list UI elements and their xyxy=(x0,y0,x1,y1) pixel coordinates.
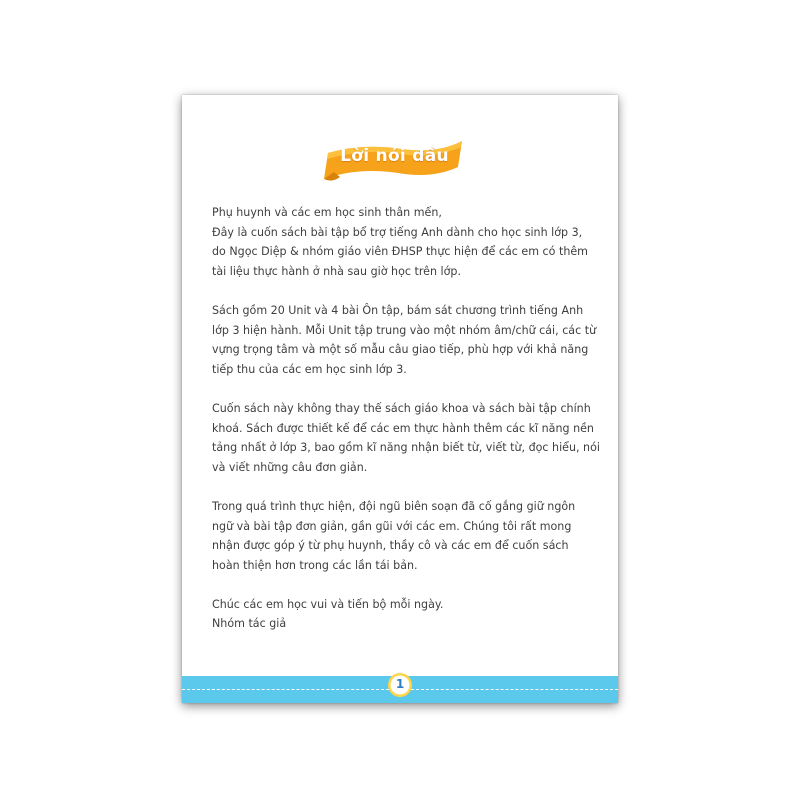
text-line: Đây là cuốn sách bài tập bổ trợ tiếng Anh dành cho học sinh lớp 3, xyxy=(212,225,583,239)
page-title: Lời nói đầu xyxy=(340,146,449,166)
text-line: hoàn thiện hơn trong các lần tái bản. xyxy=(212,558,418,572)
page-number-badge xyxy=(387,672,413,698)
preface-body xyxy=(212,203,600,654)
text-line: tảng nhất ở lớp 3, bao gồm kĩ năng nhận biết từ, viết từ, đọc hiểu, nói xyxy=(212,441,600,455)
paragraph-feedback xyxy=(212,497,592,575)
text-line: khoá. Sách được thiết kế để các em thực hành thêm các kĩ năng nền xyxy=(212,421,594,435)
text-line: Trong quá trình thực hiện, đội ngũ biên soạn đã cố gắng giữ ngôn xyxy=(212,499,576,513)
title-banner xyxy=(322,139,467,185)
text-line: Cuốn sách này không thay thế sách giáo khoa và sách bài tập chính xyxy=(212,401,591,415)
text-line: do Ngọc Diệp & nhóm giáo viên ĐHSP thực hiện để các em có thêm xyxy=(212,245,588,259)
text-line: Chúc các em học vui và tiến bộ mỗi ngày. xyxy=(212,597,444,611)
text-line: ngữ và bài tập đơn giản, gần gũi với các em. Chúng tôi rất mong xyxy=(212,519,572,533)
paragraph-closing xyxy=(212,595,592,634)
text-line: tiếp thu của các em học sinh lớp 3. xyxy=(212,362,407,376)
text-line: Sách gồm 20 Unit và 4 bài Ôn tập, bám sát chương trình tiếng Anh xyxy=(212,303,584,317)
paragraph-greeting xyxy=(212,203,592,281)
text-line: vựng trọng tâm và một số mẫu câu giao tiếp, phù hợp với khả năng xyxy=(212,343,589,357)
page-number: 1 xyxy=(395,677,405,691)
signature-line: Nhóm tác giả xyxy=(212,617,287,631)
text-line: nhận được góp ý từ phụ huynh, thầy cô và các em để cuốn sách xyxy=(212,539,569,553)
text-line: Phụ huynh và các em học sinh thân mến, xyxy=(212,206,442,219)
text-line: lớp 3 hiện hành. Mỗi Unit tập trung vào một nhóm âm/chữ cái, các từ xyxy=(212,323,597,337)
book-page xyxy=(182,95,618,703)
paragraph-structure xyxy=(212,301,597,379)
paragraph-purpose xyxy=(212,399,600,477)
text-line: tài liệu thực hành ở nhà sau giờ học trên lớp. xyxy=(212,264,461,278)
text-line: và viết những câu đơn giản. xyxy=(212,460,368,474)
